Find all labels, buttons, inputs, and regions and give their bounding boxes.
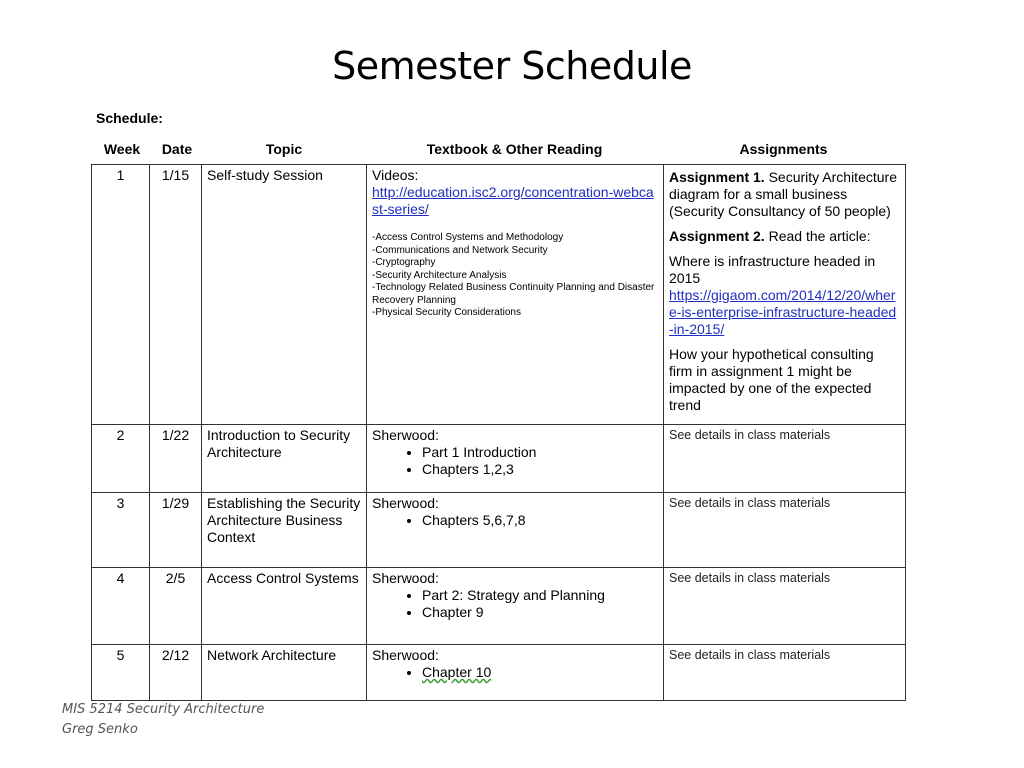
- list-item: -Security Architecture Analysis: [372, 269, 507, 281]
- column-headers: [91, 141, 905, 161]
- week-cell: 2: [92, 425, 150, 493]
- topic-cell: Network Architecture: [202, 645, 367, 701]
- reading-cell: [367, 568, 664, 645]
- week-cell: 5: [92, 645, 150, 701]
- video-series-link[interactable]: http://education.isc2.org/concentration-webcast-series/: [372, 184, 654, 217]
- list-item: -Technology Related Business Continuity Planning and Disaster: [372, 282, 655, 293]
- reading-label: Sherwood:: [372, 495, 439, 511]
- assignment-details: See details in class materials: [669, 428, 831, 442]
- list-item: • Chapter 10: [422, 664, 658, 681]
- list-item: • Part 2: Strategy and Planning: [422, 587, 658, 604]
- assignment-cell: [664, 425, 906, 493]
- slide-title: Semester Schedule: [332, 44, 692, 88]
- col-header-topic: Topic: [265, 141, 303, 157]
- assignment-cell: [664, 568, 906, 645]
- col-header-week: Week: [103, 141, 141, 157]
- date-cell: 1/29: [150, 493, 202, 568]
- reading-cell: [367, 165, 664, 425]
- reading-list: [372, 444, 658, 478]
- reading-label: Sherwood:: [372, 570, 439, 586]
- schedule-table: [91, 164, 906, 701]
- reading-list: [372, 664, 658, 681]
- list-item: -Physical Security Considerations: [372, 307, 521, 318]
- reading-label: Sherwood:: [372, 647, 439, 663]
- date-cell: 2/5: [150, 568, 202, 645]
- slide-footer: [62, 700, 264, 740]
- week-cell: 4: [92, 568, 150, 645]
- assignment-2-text: Read the article:: [764, 228, 871, 244]
- table-row: [92, 425, 906, 493]
- topic-cell: Establishing the Security Architecture Business Context: [202, 493, 367, 568]
- list-item: • Chapters 5,6,7,8: [422, 512, 658, 529]
- table-row: [92, 568, 906, 645]
- date-cell: 1/15: [150, 165, 202, 425]
- col-header-reading: Textbook & Other Reading: [426, 141, 603, 157]
- assignment-2: [669, 228, 900, 245]
- date-cell: 2/12: [150, 645, 202, 701]
- assignment-1: [669, 169, 900, 220]
- week-cell: 3: [92, 493, 150, 568]
- reading-cell: [367, 425, 664, 493]
- assignment-2-label: Assignment 2.: [669, 228, 765, 244]
- schedule-heading: Schedule:: [96, 110, 163, 126]
- col-header-date: Date: [161, 141, 193, 157]
- list-item: • Chapters 1,2,3: [422, 461, 658, 478]
- assignment-closing: How your hypothetical consulting firm in assignment 1 might be impacted by one of the expected trend: [669, 346, 874, 413]
- reading-label: Videos:: [372, 167, 419, 183]
- reading-list: [372, 587, 658, 621]
- topic-cell: Introduction to Security Architecture: [202, 425, 367, 493]
- reading-label: Sherwood:: [372, 427, 439, 443]
- assignment-cell: [664, 493, 906, 568]
- list-item: -Communications and Network Security: [372, 244, 548, 256]
- topic-list: [372, 232, 658, 320]
- week-cell: 1: [92, 165, 150, 425]
- assignment-cell: [664, 165, 906, 425]
- assignment-details: See details in class materials: [669, 571, 831, 585]
- footer-course: MIS 5214 Security Architecture: [62, 702, 265, 717]
- topic-cell: Access Control Systems: [202, 568, 367, 645]
- reading-cell: [367, 493, 664, 568]
- col-header-assignments: Assignments: [739, 141, 828, 157]
- table-row: [92, 645, 906, 701]
- footer-instructor: Greg Senko: [62, 722, 138, 737]
- list-item: -Access Control Systems and Methodology: [372, 232, 564, 243]
- list-item: • Chapter 9: [422, 604, 658, 621]
- article-title: Where is infrastructure headed in 2015: [669, 253, 876, 286]
- table-row: [92, 165, 906, 425]
- assignment-1-label: Assignment 1.: [669, 169, 765, 185]
- assignment-details: See details in class materials: [669, 648, 831, 662]
- reading-list: [372, 512, 658, 529]
- table-row: [92, 493, 906, 568]
- article-link[interactable]: https://gigaom.com/2014/12/20/where-is-enterprise-infrastructure-headed-in-2015/: [669, 287, 897, 337]
- date-cell: 1/22: [150, 425, 202, 493]
- list-item: -Cryptography: [372, 257, 436, 268]
- assignment-1-text: Security Architecture diagram for a small business (Security Consultancy of 50 people): [669, 169, 897, 219]
- topic-cell: Self-study Session: [202, 165, 367, 425]
- list-item: • Part 1 Introduction: [422, 444, 658, 461]
- assignment-details: See details in class materials: [669, 496, 831, 510]
- assignment-cell: [664, 645, 906, 701]
- reading-cell: [367, 645, 664, 701]
- list-item: Recovery Planning: [372, 294, 456, 306]
